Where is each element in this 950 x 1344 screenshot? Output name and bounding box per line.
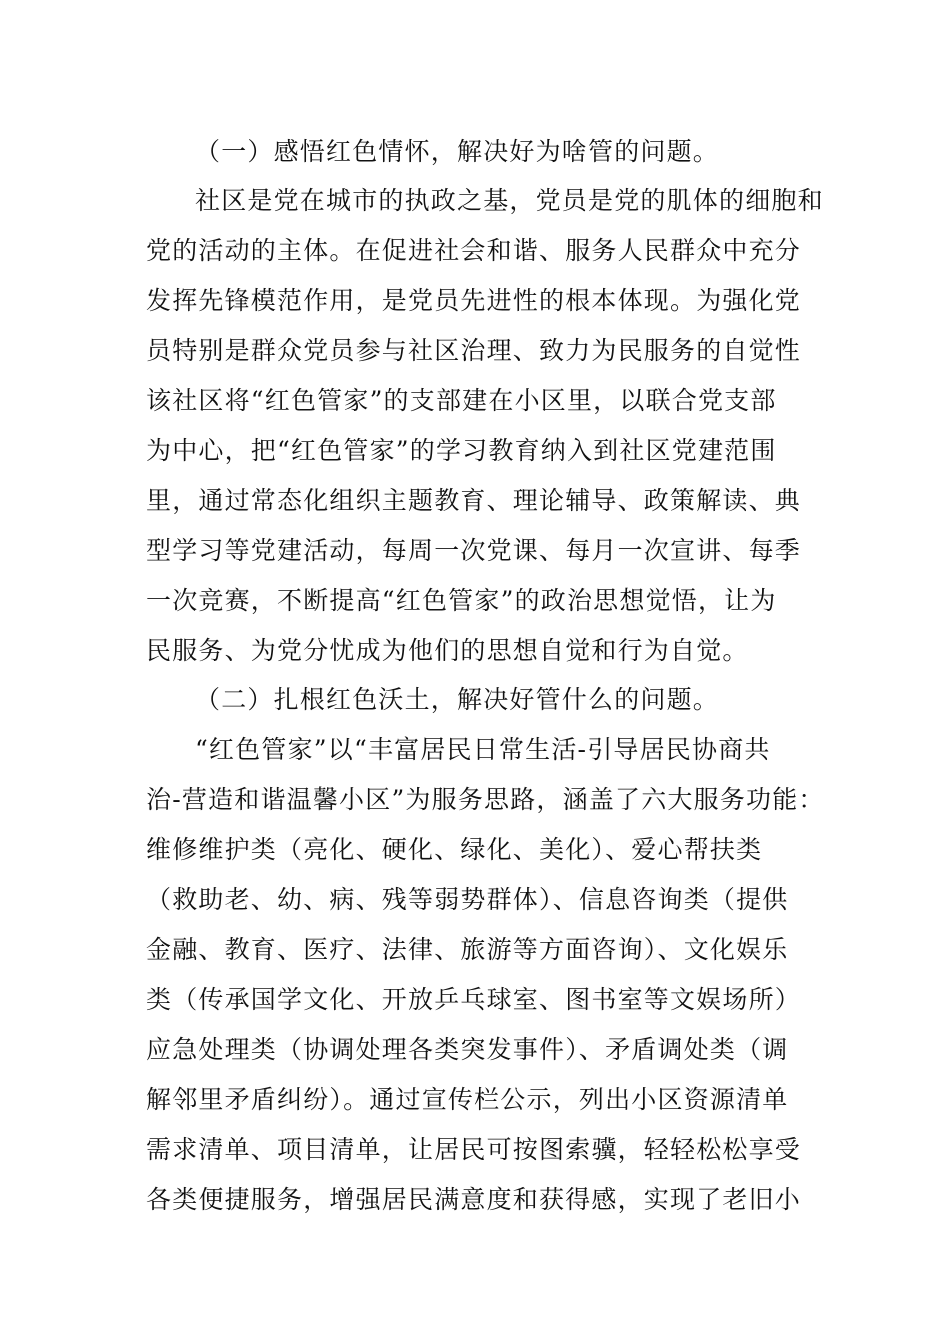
- paragraph-line: 金融、教育、医疗、法律、旅游等方面咨询）、文化娱乐: [146, 935, 789, 964]
- paragraph-line: 党的活动的主体。在促进社会和谐、服务人民群众中充分: [146, 236, 802, 265]
- paragraph-line: 一次竞赛，不断提高“红色管家”的政治思想觉悟，让为: [146, 586, 777, 615]
- paragraph-line: （救助老、幼、病、残等弱势群体）、信息咨询类（提供: [146, 885, 789, 914]
- paragraph-line: 发挥先锋模范作用，是党员先进性的根本体现。为强化党: [146, 286, 802, 315]
- paragraph-line: 社区是党在城市的执政之基，党员是党的肌体的细胞和: [195, 186, 824, 215]
- paragraph-line: 民服务、为党分忧成为他们的思想自觉和行为自觉。: [146, 636, 749, 665]
- paragraph-line: 员特别是群众党员参与社区治理、致力为民服务的自觉性: [146, 336, 802, 365]
- paragraph-line: “红色管家”以“丰富居民日常生活-引导居民协商共: [195, 735, 771, 764]
- paragraph-line: 为中心，把“红色管家”的学习教育纳入到社区党建范围: [146, 436, 777, 465]
- paragraph-line: 该社区将“红色管家”的支部建在小区里，以联合党支部: [146, 386, 777, 415]
- paragraph-line: 各类便捷服务，增强居民满意度和获得感，实现了老旧小: [146, 1185, 802, 1214]
- paragraph-line: 治-营造和谐温馨小区”为服务思路，涵盖了六大服务功能：: [146, 785, 825, 814]
- section-heading-1: （一）感悟红色情怀，解决好为啥管的问题。: [195, 137, 720, 166]
- paragraph-line: 型学习等党建活动，每周一次党课、每月一次宣讲、每季: [146, 536, 802, 565]
- paragraph-line: 需求清单、项目清单，让居民可按图索骥，轻轻松松享受: [146, 1135, 802, 1164]
- paragraph-line: 类（传承国学文化、开放乒乓球室、图书室等文娱场所）: [146, 985, 802, 1014]
- paragraph-line: 里，通过常态化组织主题教育、理论辅导、政策解读、典: [146, 486, 802, 515]
- paragraph-line: 解邻里矛盾纠纷）。通过宣传栏公示，列出小区资源清单: [146, 1085, 789, 1114]
- paragraph-line: 维修维护类（亮化、硬化、绿化、美化）、爱心帮扶类: [146, 835, 763, 864]
- paragraph-line: 应急处理类（协调处理各类突发事件）、矛盾调处类（调: [146, 1035, 789, 1064]
- section-heading-2: （二）扎根红色沃土，解决好管什么的问题。: [195, 685, 720, 714]
